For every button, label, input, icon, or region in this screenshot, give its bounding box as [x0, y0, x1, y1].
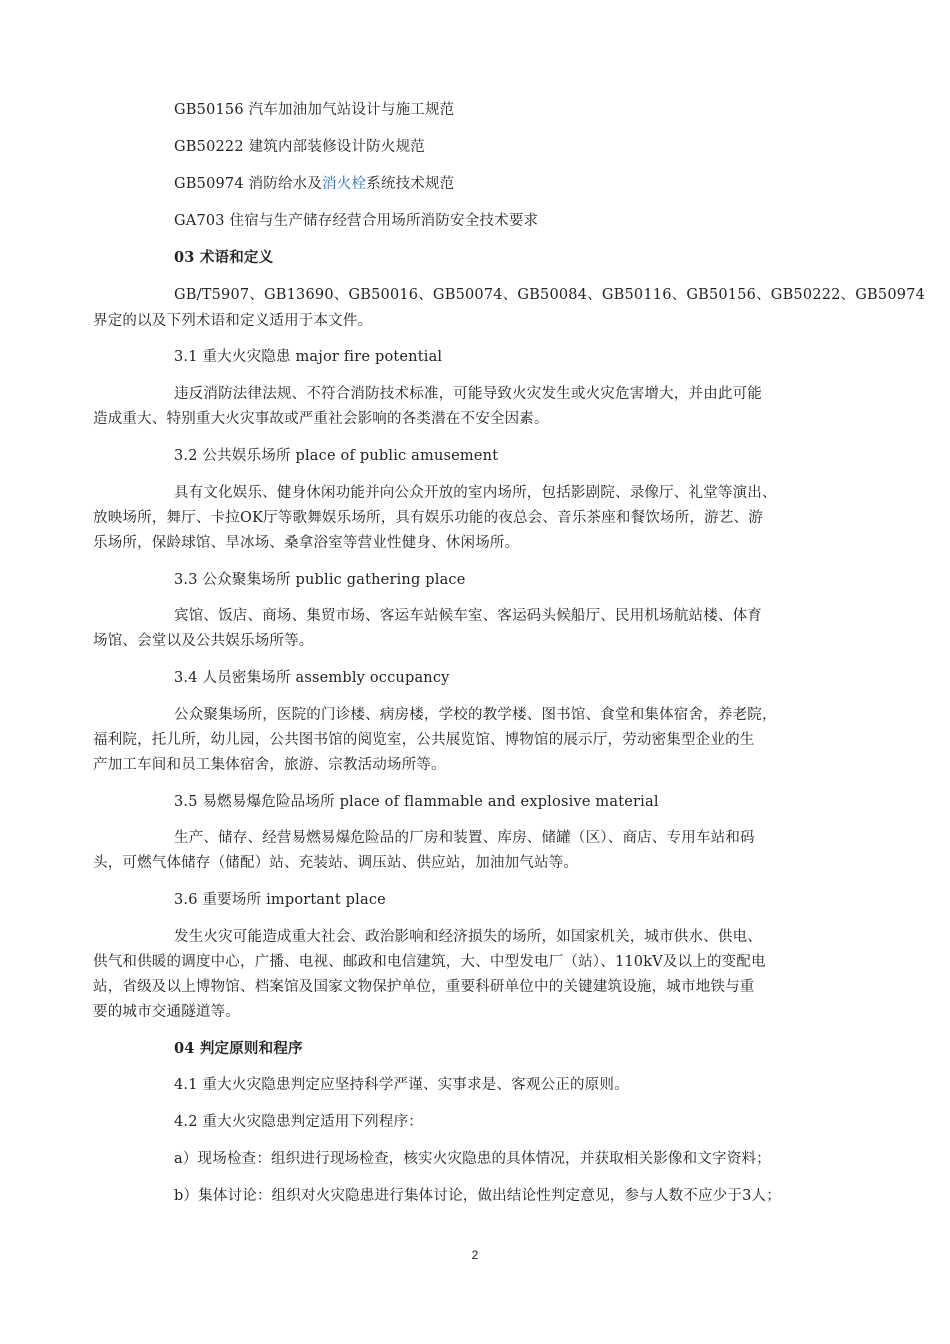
hydrant-link[interactable]: 消火栓: [322, 176, 367, 192]
section-04-heading: 04 判定原则和程序: [174, 1040, 303, 1057]
term-3-5-text: 生产、储存、经营易燃易爆危险品的厂房和装置、库房、储罐（区）、商店、专用车站和码: [174, 830, 755, 846]
term-3-6-text: 站，省级及以上博物馆、档案馆及国家文物保护单位，重要科研单位中的关键建筑设施，城市地铁与重: [93, 979, 755, 995]
standard-gb50974-prefix: GB50974 消防给水及: [174, 176, 323, 192]
term-3-6-text: 发生火灾可能造成重大社会、政治影响和经济损失的场所，如国家机关，城市供水、供电、: [174, 929, 762, 945]
term-3-1-text: 造成重大、特别重大火灾事故或严重社会影响的各类潜在不安全因素。: [93, 411, 549, 427]
term-3-4-text: 福利院，托儿所，幼儿园，公共图书馆的阅览室，公共展览馆、博物馆的展示厅，劳动密集型企业的生: [93, 732, 755, 748]
term-3-4-text: 产加工车间和员工集体宿舍，旅游、宗教活动场所等。: [93, 757, 446, 773]
section-04-item: b）集体讨论：组织对火灾隐患进行集体讨论，做出结论性判定意见，参与人数不应少于3人；: [174, 1188, 781, 1204]
term-3-1-text: 违反消防法律法规、不符合消防技术标准，可能导致火灾发生或火灾危害增大，并由此可能: [174, 386, 762, 402]
standard-gb50156: GB50156 汽车加油加气站设计与施工规范: [174, 102, 455, 118]
standard-gb50974: [174, 174, 454, 194]
term-3-5-title: 3.5 易燃易爆危险品场所 place of flammable and explosive material: [174, 794, 659, 810]
section-04-item: 4.2 重大火灾隐患判定适用下列程序：: [174, 1114, 423, 1130]
term-3-6-text: 供气和供暖的调度中心，广播、电视、邮政和电信建筑，大、中型发电厂（站）、110kV及以上的变配电: [93, 954, 766, 970]
standard-gb50974-suffix: 系统技术规范: [366, 176, 455, 192]
section-03-intro-line: GB/T5907、GB13690、GB50016、GB50074、GB50084、GB50116、GB50156、GB50222、GB50974: [174, 287, 926, 303]
term-3-3-text: 宾馆、饭店、商场、集贸市场、客运车站候车室、客运码头候船厅、民用机场航站楼、体育: [174, 608, 762, 624]
standard-gb50222: GB50222 建筑内部装修设计防火规范: [174, 139, 425, 155]
section-04-item: a）现场检查：组织进行现场检查，核实火灾隐患的具体情况，并获取相关影像和文字资料；: [174, 1151, 771, 1167]
term-3-5-text: 头，可燃气体储存（储配）站、充装站、调压站、供应站，加油加气站等。: [93, 855, 579, 871]
term-3-3-text: 场馆、会堂以及公共娱乐场所等。: [93, 633, 314, 649]
term-3-3-title: 3.3 公众聚集场所 public gathering place: [174, 572, 466, 588]
term-3-4-title: 3.4 人员密集场所 assembly occupancy: [174, 670, 450, 686]
term-3-2-text: 具有文化娱乐、健身休闲功能并向公众开放的室内场所，包括影剧院、录像厅、礼堂等演出、: [174, 485, 777, 501]
term-3-6-text: 要的城市交通隧道等。: [93, 1004, 240, 1020]
term-3-1-title: 3.1 重大火灾隐患 major fire potential: [174, 349, 443, 365]
term-3-2-text: 放映场所，舞厅、卡拉OK厅等歌舞娱乐场所，具有娱乐功能的夜总会、音乐茶座和餐饮场所，游艺、游: [93, 510, 763, 526]
term-3-6-title: 3.6 重要场所 important place: [174, 892, 386, 908]
page-number: 2: [471, 1248, 479, 1262]
section-03-heading: 03 术语和定义: [174, 249, 274, 266]
term-3-2-text: 乐场所，保龄球馆、旱冰场、桑拿浴室等营业性健身、休闲场所。: [93, 535, 520, 551]
section-03-intro-line: 界定的以及下列术语和定义适用于本文件。: [93, 313, 373, 329]
standard-ga703: GA703 住宿与生产储存经营合用场所消防安全技术要求: [174, 213, 539, 229]
term-3-4-text: 公众聚集场所，医院的门诊楼、病房楼，学校的教学楼、图书馆、食堂和集体宿舍，养老院，: [174, 707, 777, 723]
term-3-2-title: 3.2 公共娱乐场所 place of public amusement: [174, 448, 499, 464]
section-04-item: 4.1 重大火灾隐患判定应坚持科学严谨、实事求是、客观公正的原则。: [174, 1077, 629, 1093]
